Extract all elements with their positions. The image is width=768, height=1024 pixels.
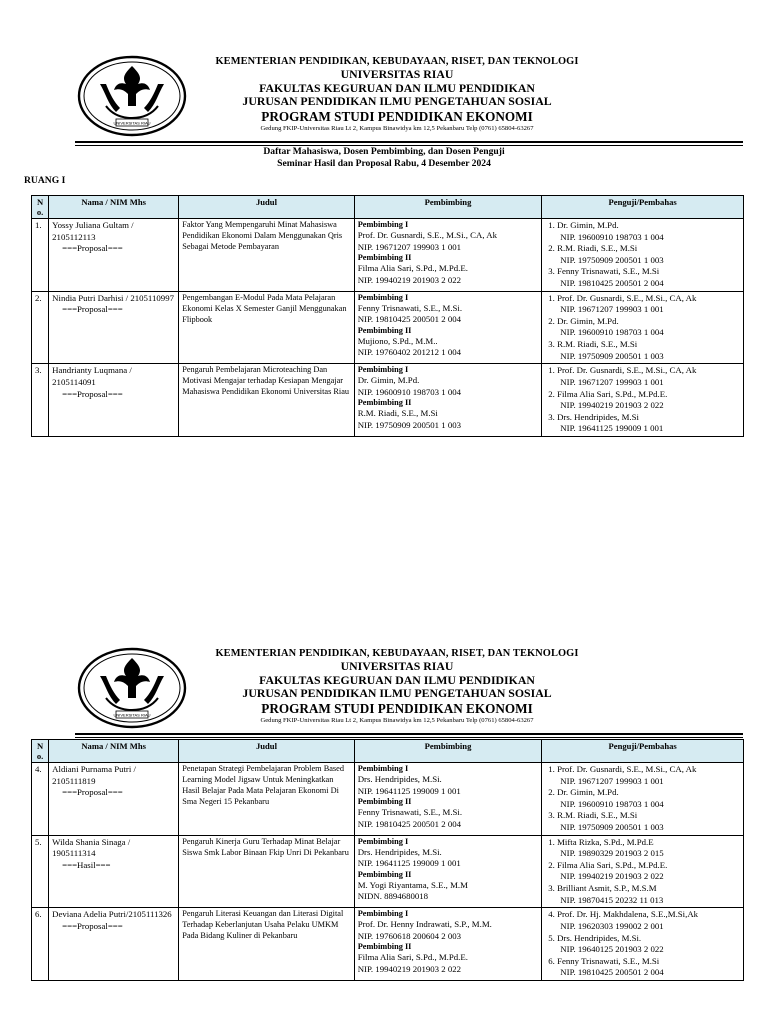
supervisor-2-name: Filma Alia Sari, S.Pd., M.Pd.E. — [357, 952, 468, 963]
examiner-id: NIP. 19620303 199002 2 001 — [560, 920, 664, 931]
row-number: 1. — [32, 219, 49, 292]
university-name: UNIVERSITAS RIAU — [340, 66, 454, 81]
examiner-cell — [542, 835, 744, 908]
thesis-title: Pengaruh Literasi Keuangan dan Literasi Digital Terhadap Keberlanjutan Usaha Pelaku UMKM Pada Bidang Kuliner di Pekanbaru — [179, 908, 354, 981]
supervisor-2-id: NIP. 19810425 200501 2 004 — [357, 818, 462, 829]
seminar-type: ===Proposal=== — [62, 787, 123, 798]
supervisor-2-name: R.M. Riadi, S.E., M.Si — [357, 408, 438, 419]
table-row — [32, 219, 744, 292]
department-name: JURUSAN PENDIDIKAN ILMU PENGETAHUAN SOSIAL — [242, 686, 552, 701]
row-number: 6. — [32, 908, 49, 981]
seminar-type: ===Proposal=== — [62, 920, 123, 931]
schedule-table-2 — [31, 739, 744, 981]
examiner-id: NIP. 19810425 200501 2 004 — [560, 278, 664, 289]
student-name-nim: Aldiani Purnama Putri / 2105111819 — [52, 764, 136, 786]
row-number: 3. — [32, 364, 49, 437]
letterhead-text — [200, 56, 594, 132]
department-name: JURUSAN PENDIDIKAN ILMU PENGETAHUAN SOSIAL — [242, 94, 552, 109]
supervisor-cell — [354, 291, 542, 364]
row-number: 2. — [32, 291, 49, 364]
supervisor-1-name: Dr. Gimin, M.Pd. — [357, 375, 420, 386]
table-row — [32, 291, 744, 364]
seminar-type: ===Proposal=== — [62, 304, 123, 315]
examiner-id: NIP. 19671207 199903 1 001 — [560, 304, 664, 315]
supervisor-cell — [354, 835, 542, 908]
supervisor-1-id: NIP. 19641125 199009 1 001 — [357, 858, 461, 869]
letterhead-text — [200, 648, 594, 724]
thesis-title: Faktor Yang Mempengaruhi Minat Mahasiswa Pendidikan Ekonomi Dalam Menggunakan Qris Sebagai Metode Pembayaran — [179, 219, 354, 292]
examiner-id: NIP. 19600910 198703 1 004 — [560, 231, 664, 242]
supervisor-cell — [354, 908, 542, 981]
examiner-id: NIP. 19810425 200501 2 004 — [560, 967, 664, 978]
student-name-nim: Nindia Putri Darhisi / 2105110997 — [52, 292, 174, 303]
university-name: UNIVERSITAS RIAU — [340, 658, 454, 673]
address: Gedung FKIP-Universitas Riau Lt 2, Kampus Binawidya km 12,5 Pekanbaru Telp (0761) 65804-63267 — [260, 124, 534, 132]
examiner-name: 3. Fenny Trisnawati, S.E., M.Si — [548, 266, 660, 277]
student-cell — [49, 219, 179, 292]
student-name-nim: Wilda Shania Sinaga / 1905111314 — [52, 836, 131, 859]
examiner-name: 3. R.M. Riadi, S.E., M.Si — [548, 810, 638, 821]
table-row — [32, 364, 744, 437]
row-number: 5. — [32, 835, 49, 908]
thesis-title: Penetapan Strategi Pembelajaran Problem Based Learning Model Jigsaw Untuk Meningkatkan Hasil Belajar Pada Mata Pelajaran Ekonomi Di Sma Negeri 15 Pekanbaru — [179, 763, 354, 836]
student-cell — [49, 763, 179, 836]
program-name: PROGRAM STUDI PENDIDIKAN EKONOMI — [261, 700, 533, 716]
examiner-id: NIP. 19750909 200501 1 003 — [560, 254, 664, 265]
header-nama: Nama / NIM Mhs — [49, 740, 179, 763]
header-penguji: Penguji/Pembahas — [542, 196, 744, 219]
supervisor-2-id: NIP. 19940219 201903 2 022 — [357, 964, 462, 975]
schedule-table-1 — [31, 195, 744, 437]
seminar-type: ===Proposal=== — [62, 243, 123, 254]
supervisor-1-name: Prof. Dr. Henny Indrawati, S.P., M.M. — [357, 919, 492, 930]
examiner-name: 2. Filma Alia Sari, S.Pd., M.Pd.E. — [548, 859, 668, 870]
supervisor-1-label: Pembimbing I — [357, 836, 409, 846]
letterhead — [0, 644, 768, 736]
supervisor-2-id: NIDN. 8894680018 — [357, 891, 429, 902]
supervisor-2-id: NIP. 19750909 200501 1 003 — [357, 420, 462, 431]
examiner-id: NIP. 19671207 199903 1 001 — [560, 775, 664, 786]
supervisor-1-id: NIP. 19671207 199903 1 001 — [357, 241, 462, 252]
header-pembimbing: Pembimbing — [354, 740, 542, 763]
supervisor-2-label: Pembimbing II — [357, 398, 412, 408]
examiner-cell — [542, 291, 744, 364]
supervisor-1-name: Drs. Hendripides, M.Si. — [357, 846, 442, 857]
supervisor-2-name: M. Yogi Riyantama, S.E., M.M — [357, 879, 468, 890]
examiner-id: NIP. 19890329 201903 2 015 — [560, 848, 664, 859]
row-number: 4. — [32, 763, 49, 836]
supervisor-cell — [354, 364, 542, 437]
letterhead — [0, 52, 768, 144]
examiner-name: 2. Filma Alia Sari, S.Pd., M.Pd.E. — [548, 388, 668, 399]
program-name: PROGRAM STUDI PENDIDIKAN EKONOMI — [261, 108, 533, 124]
examiner-id: NIP. 19641125 199009 1 001 — [560, 423, 664, 434]
supervisor-2-label: Pembimbing II — [357, 942, 412, 952]
table-row — [32, 908, 744, 981]
header-no: N o. — [32, 196, 49, 219]
student-cell — [49, 291, 179, 364]
supervisor-2-label: Pembimbing II — [357, 797, 412, 807]
document-page-2 — [0, 644, 768, 978]
seminar-type: ===Proposal=== — [62, 388, 123, 399]
examiner-name: 1. Prof. Dr. Gusnardi, S.E., M.Si., CA, Ak — [548, 292, 697, 303]
title-line-2: Seminar Hasil dan Proposal Rabu, 4 Desember 2024 — [277, 158, 491, 170]
header-penguji: Penguji/Pembahas — [542, 740, 744, 763]
table-body — [32, 219, 744, 437]
student-cell — [49, 835, 179, 908]
header-pembimbing: Pembimbing — [354, 196, 542, 219]
examiner-cell — [542, 364, 744, 437]
supervisor-2-name: Filma Alia Sari, S.Pd., M.Pd.E. — [357, 263, 468, 274]
university-logo-icon — [76, 54, 188, 138]
ministry-name: KEMENTERIAN PENDIDIKAN, KEBUDAYAAN, RISET, DAN TEKNOLOGI — [215, 648, 579, 659]
examiner-cell — [542, 219, 744, 292]
examiner-name: 3. R.M. Riadi, S.E., M.Si — [548, 339, 638, 350]
examiner-name: 1. Dr. Gimin, M.Pd. — [548, 220, 619, 230]
supervisor-1-label: Pembimbing I — [357, 292, 409, 302]
examiner-id: NIP. 19940219 201903 2 022 — [560, 871, 664, 882]
faculty-name: FAKULTAS KEGURUAN DAN ILMU PENDIDIKAN — [259, 672, 535, 687]
student-cell — [49, 364, 179, 437]
examiner-id: NIP. 19600910 198703 1 004 — [560, 798, 664, 809]
examiner-name: 2. Dr. Gimin, M.Pd. — [548, 787, 619, 798]
examiner-cell — [542, 763, 744, 836]
university-logo-icon — [76, 646, 188, 730]
examiner-id: NIP. 19671207 199903 1 001 — [560, 376, 664, 387]
table-row — [32, 835, 744, 908]
supervisor-1-id: NIP. 19810425 200501 2 004 — [357, 314, 462, 325]
supervisor-1-name: Drs. Hendripides, M.Si. — [357, 773, 442, 784]
supervisor-2-id: NIP. 19760402 201212 1 004 — [357, 347, 462, 358]
room-label: RUANG I — [24, 174, 66, 186]
examiner-name: 3. Brilliant Asmit, S.P., M.S.M — [548, 883, 657, 894]
supervisor-cell — [354, 219, 542, 292]
table-row — [32, 763, 744, 836]
document-page-1 — [0, 52, 768, 434]
student-name-nim: Deviana Adelia Putri/2105111326 — [52, 909, 172, 920]
logo-text: UNIVERSITAS RIAU — [113, 120, 151, 126]
supervisor-1-label: Pembimbing I — [357, 220, 409, 229]
examiner-name: 5. Drs. Hendripides, M.Si. — [548, 932, 642, 943]
student-name-nim: Yossy Juliana Gultam / 2105112113 — [52, 220, 134, 242]
examiner-name: 4. Prof. Dr. Hj. Makhdalena, S.E.,M.Si,Ak — [548, 909, 699, 920]
header-judul: Judul — [179, 740, 354, 763]
supervisor-2-label: Pembimbing II — [357, 253, 412, 263]
header-no: N o. — [32, 740, 49, 763]
supervisor-1-label: Pembimbing I — [357, 365, 409, 375]
examiner-id: NIP. 19600910 198703 1 004 — [560, 327, 664, 338]
supervisor-1-name: Prof. Dr. Gusnardi, S.E., M.Si., CA, Ak — [357, 229, 497, 240]
examiner-name: 1. Prof. Dr. Gusnardi, S.E., M.Si., CA, Ak — [548, 365, 697, 376]
examiner-name: 2. R.M. Riadi, S.E., M.Si — [548, 243, 638, 254]
ministry-name: KEMENTERIAN PENDIDIKAN, KEBUDAYAAN, RISET, DAN TEKNOLOGI — [215, 56, 579, 67]
table-body — [32, 763, 744, 981]
examiner-id: NIP. 19870415 20232 11 013 — [560, 894, 664, 905]
supervisor-2-label: Pembimbing II — [357, 869, 412, 879]
thesis-title: Pengaruh Pembelajaran Microteaching Dan Motivasi Mengajar terhadap Kesiapan Mengajar Mahasiswa Pendidikan Ekonomi Universitas Riau — [179, 364, 354, 437]
header-nama: Nama / NIM Mhs — [49, 196, 179, 219]
letterhead-divider — [75, 141, 743, 146]
examiner-name: 6. Fenny Trisnawati, S.E., M.Si — [548, 955, 660, 966]
supervisor-2-name: Mujiono, S.Pd., M.M.. — [357, 335, 438, 346]
supervisor-1-name: Fenny Trisnawati, S.E., M.Si. — [357, 302, 463, 313]
examiner-name: 2. Dr. Gimin, M.Pd. — [548, 315, 619, 326]
examiner-id: NIP. 19640125 201903 2 022 — [560, 944, 664, 955]
examiner-name: 1. Mifta Rizka, S.Pd., M.Pd.E — [548, 836, 654, 847]
examiner-name: 3. Drs. Hendripides, M.Si — [548, 411, 639, 422]
supervisor-1-id: NIP. 19760618 200604 2 003 — [357, 930, 462, 941]
supervisor-1-id: NIP. 19641125 199009 1 001 — [357, 785, 461, 796]
title-line-1: Daftar Mahasiswa, Dosen Pembimbing, dan Dosen Penguji — [263, 146, 505, 157]
student-name-nim: Handrianty Luqmana / 2105114091 — [52, 365, 132, 387]
supervisor-2-id: NIP. 19940219 201903 2 022 — [357, 274, 462, 285]
examiner-cell — [542, 908, 744, 981]
supervisor-2-label: Pembimbing II — [357, 325, 412, 335]
table-header-row — [32, 196, 744, 219]
letterhead-divider — [75, 733, 743, 738]
faculty-name: FAKULTAS KEGURUAN DAN ILMU PENDIDIKAN — [259, 80, 535, 95]
thesis-title: Pengaruh Kinerja Guru Terhadap Minat Belajar Siswa Smk Labor Binaan Fkip Unri Di Pekanbaru — [179, 835, 354, 908]
examiner-id: NIP. 19940219 201903 2 022 — [560, 400, 664, 411]
examiner-id: NIP. 19750909 200501 1 003 — [560, 350, 664, 361]
student-cell — [49, 908, 179, 981]
thesis-title: Pengembangan E-Modul Pada Mata Pelajaran Ekonomi Kelas X Semester Ganjil Menggunakan Flipbook — [179, 291, 354, 364]
seminar-type: ===Hasil=== — [62, 859, 111, 870]
supervisor-1-label: Pembimbing I — [357, 909, 409, 919]
supervisor-cell — [354, 763, 542, 836]
examiner-name: 1. Prof. Dr. Gusnardi, S.E., M.Si., CA, Ak — [548, 764, 697, 774]
supervisor-2-name: Fenny Trisnawati, S.E., M.Si. — [357, 807, 463, 818]
table-header-row — [32, 740, 744, 763]
supervisor-1-id: NIP. 19600910 198703 1 004 — [357, 386, 462, 397]
document-title — [0, 146, 768, 171]
address: Gedung FKIP-Universitas Riau Lt 2, Kampus Binawidya km 12,5 Pekanbaru Telp (0761) 65804-63267 — [260, 716, 534, 724]
header-judul: Judul — [179, 196, 354, 219]
supervisor-1-label: Pembimbing I — [357, 764, 409, 773]
logo-text: UNIVERSITAS RIAU — [113, 712, 151, 718]
examiner-id: NIP. 19750909 200501 1 003 — [560, 822, 664, 833]
